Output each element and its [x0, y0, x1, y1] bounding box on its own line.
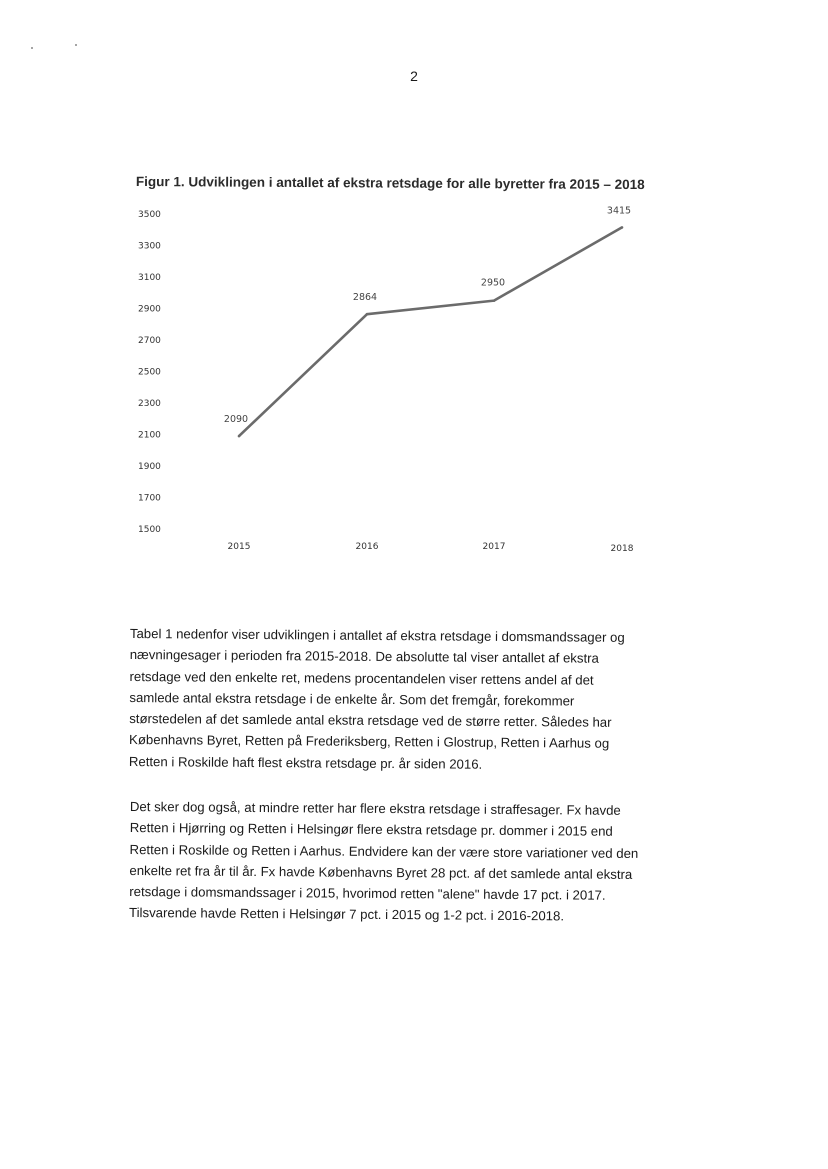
x-tick-label: 2017 [482, 542, 506, 552]
data-label: 3415 [606, 205, 632, 217]
y-tick-label: 1900 [138, 462, 161, 472]
paragraph-line: Retten i Hjørring og Retten i Helsingør flere ekstra retsdage pr. dommer i 2015 end [129, 820, 613, 840]
paragraph-line: Retten i Roskilde og Retten i Aarhus. Endvidere kan der være store variationer ved den [129, 841, 639, 861]
data-label: 2090 [223, 414, 249, 426]
data-label: 2864 [352, 292, 378, 304]
scan-speck [31, 47, 33, 49]
data-point [493, 299, 496, 302]
y-tick-label: 3100 [138, 273, 161, 283]
paragraph-line: Tilsvarende havde Retten i Helsingør 7 pct. i 2015 og 1-2 pct. i 2016-2018. [129, 905, 565, 924]
paragraph-line: Tabel 1 nedenfor viser udviklingen i antallet af ekstra retsdage i domsmandssager og [129, 625, 625, 645]
y-tick-label: 2100 [138, 430, 161, 441]
paragraph-line: nævningesager i perioden fra 2015-2018. De absolutte tal viser antallet af ekstra [129, 647, 599, 666]
scan-speck [75, 44, 77, 46]
paragraph-line: Retten i Roskilde haft flest ekstra retsdage pr. år siden 2016. [128, 753, 483, 772]
series-line [239, 227, 622, 436]
data-point [366, 313, 369, 316]
paragraph-line: Det sker dog også, at mindre retter har flere ekstra retsdage i straffesager. Fx havde [129, 798, 621, 818]
y-tick-label: 2900 [138, 304, 161, 315]
data-point [621, 226, 624, 229]
paragraph-line: størstedelen af det samlede antal ekstra retsdage ved de større retter. Således har [129, 711, 612, 730]
paragraph-line: retsdage i domsmandssager i 2015, hvorimod retten "alene" havde 17 pct. i 2017. [129, 884, 606, 903]
y-tick-label: 3300 [138, 241, 161, 252]
y-tick-label: 1500 [138, 525, 161, 535]
page-number: 2 [410, 68, 418, 84]
paragraph-line: enkelte ret fra år til år. Fx havde Københavns Byret 28 pct. af det samlede antal ekstra [129, 862, 633, 882]
y-tick-label: 2300 [138, 399, 161, 409]
figure-title: Figur 1. Udviklingen i antallet af ekstra retsdage for alle byretter fra 2015 – 2018 [135, 174, 645, 193]
x-tick-label: 2015 [227, 542, 251, 552]
paragraph-line: Københavns Byret, Retten på Frederiksberg, Retten i Glostrup, Retten i Aarhus og [129, 732, 610, 752]
x-tick-label: 2018 [610, 544, 634, 554]
y-tick-label: 2500 [138, 367, 161, 378]
paragraph-2 [129, 796, 690, 928]
paragraph-line: retsdage ved den enkelte ret, medens procentandelen viser rettens andel af det [129, 668, 594, 688]
paragraph-line: samlede antal ekstra retsdage i de enkelte år. Som det fremgår, forekommer [129, 689, 575, 709]
paragraph-1 [129, 623, 690, 776]
y-tick-label: 2700 [138, 336, 161, 346]
data-label: 2950 [480, 277, 506, 289]
x-tick-label: 2016 [355, 542, 379, 552]
y-tick-label: 3500 [138, 210, 161, 220]
data-point [238, 435, 241, 438]
y-tick-label: 1700 [138, 493, 161, 504]
